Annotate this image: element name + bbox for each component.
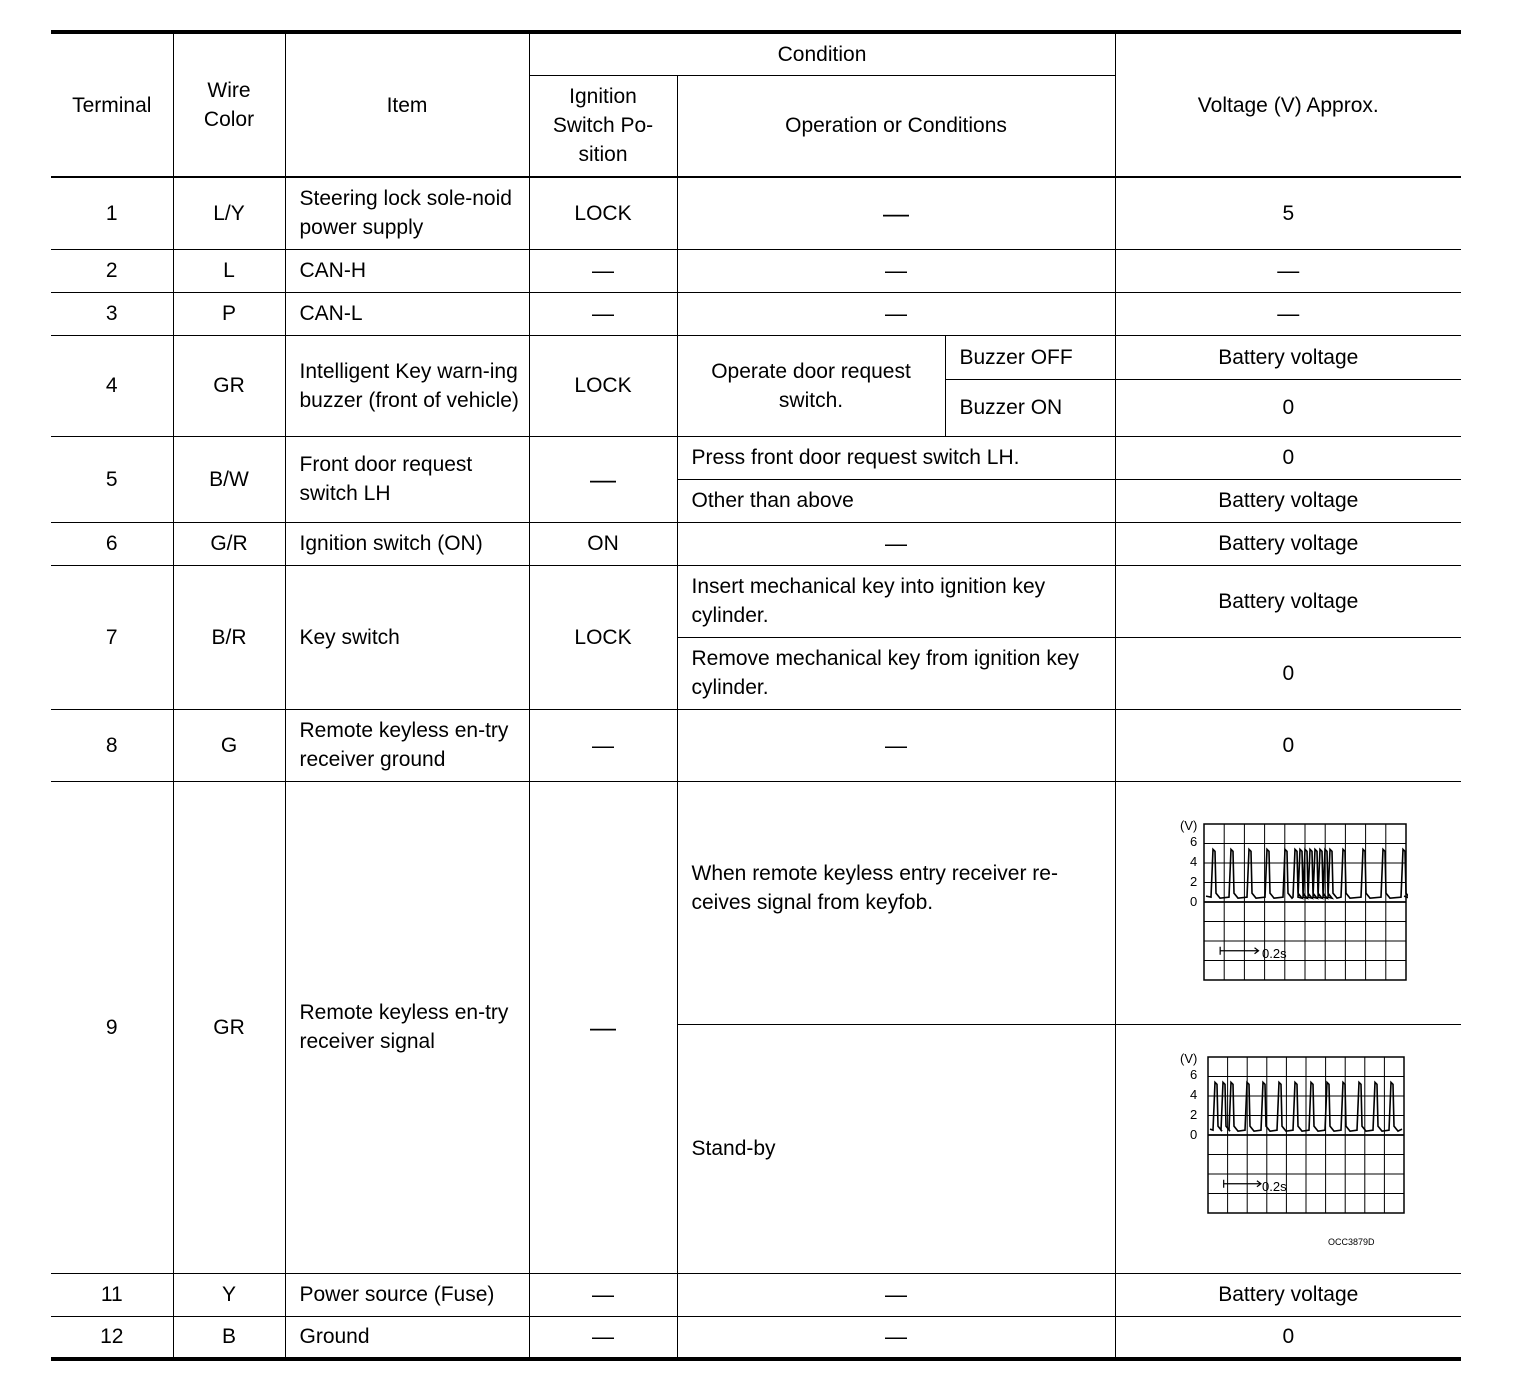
table-row <box>51 1273 1461 1316</box>
header-wire-color: Wire Color <box>173 32 285 177</box>
item-cell: Ground <box>285 1316 529 1359</box>
sub-condition-cell: Insert mechanical key into ignition key cylinder. <box>677 565 1115 637</box>
voltage-cell: Battery voltage <box>1115 1273 1461 1316</box>
voltage-cell: — <box>1115 292 1461 335</box>
operation-cell: — <box>677 1273 1115 1316</box>
sub-condition-cell: Press front door request switch LH. <box>677 436 1115 479</box>
sub-condition-cell: Other than above <box>677 479 1115 522</box>
item-cell: Front door request switch LH <box>285 436 529 522</box>
voltage-cell: — <box>1115 249 1461 292</box>
scope-tick-0: 0 <box>1190 1126 1198 1142</box>
item-cell: Remote keyless en-try receiver ground <box>285 709 529 781</box>
operation-cell: — <box>677 522 1115 565</box>
terminal-cell: 2 <box>51 249 173 292</box>
sub-condition-cell: Remove mechanical key from ignition key cylinder. <box>677 637 1115 709</box>
wire-color-cell: G/R <box>173 522 285 565</box>
wire-color-cell: GR <box>173 781 285 1273</box>
voltage-cell: Battery voltage <box>1115 522 1461 565</box>
scope-tick-4: 4 <box>1190 1086 1198 1102</box>
wire-color-cell: G <box>173 709 285 781</box>
ignition-cell: LOCK <box>529 565 677 709</box>
ignition-cell: LOCK <box>529 335 677 436</box>
voltage-cell: 0 <box>1115 709 1461 781</box>
scope-tick-6: 6 <box>1190 1066 1198 1082</box>
ignition-cell: — <box>529 709 677 781</box>
scope-tick-0: 0 <box>1190 893 1198 909</box>
scope-time-label: 0.2s <box>1262 1178 1287 1194</box>
waveform-receive-signal <box>1168 818 1408 988</box>
operation-cell: — <box>677 249 1115 292</box>
terminal-cell: 4 <box>51 335 173 436</box>
scope-time-arrow <box>1224 1179 1261 1187</box>
item-cell: Remote keyless en-try receiver signal <box>285 781 529 1273</box>
terminal-cell: 5 <box>51 436 173 522</box>
scope-trace <box>1206 849 1408 898</box>
table-row <box>51 335 1461 379</box>
terminal-cell: 1 <box>51 177 173 249</box>
terminal-cell: 6 <box>51 522 173 565</box>
operation-cell: Operate door request switch. <box>677 335 945 436</box>
item-cell: Intelligent Key warn-ing buzzer (front of vehicle) <box>285 335 529 436</box>
voltage-cell: 5 <box>1115 177 1461 249</box>
header-operation-or-conditions: Operation or Conditions <box>677 75 1115 177</box>
table-row <box>51 565 1461 637</box>
operation-cell: — <box>677 292 1115 335</box>
scope-grid <box>1204 824 1406 980</box>
terminal-spec-table <box>51 30 1461 1361</box>
table-row <box>51 292 1461 335</box>
ignition-cell: — <box>529 781 677 1273</box>
wire-color-cell: GR <box>173 335 285 436</box>
ignition-cell: — <box>529 1316 677 1359</box>
figure-code: OCC3879D <box>1328 1236 1375 1247</box>
ignition-cell: ON <box>529 522 677 565</box>
terminal-cell: 3 <box>51 292 173 335</box>
scope-time-arrow <box>1220 946 1258 954</box>
waveform-standby <box>1168 1049 1408 1249</box>
table-row <box>51 436 1461 479</box>
wire-color-cell: P <box>173 292 285 335</box>
sub-condition-cell: Buzzer ON <box>945 379 1115 436</box>
item-cell: Ignition switch (ON) <box>285 522 529 565</box>
voltage-cell: 0 <box>1115 379 1461 436</box>
sub-condition-cell: When remote keyless entry receiver re-ceives signal from keyfob. <box>677 781 1115 1024</box>
wire-color-cell: Y <box>173 1273 285 1316</box>
item-cell: Power source (Fuse) <box>285 1273 529 1316</box>
operation-cell: — <box>677 1316 1115 1359</box>
voltage-cell <box>1115 781 1461 1024</box>
wire-color-cell: B/R <box>173 565 285 709</box>
voltage-cell: Battery voltage <box>1115 565 1461 637</box>
voltage-cell: 0 <box>1115 637 1461 709</box>
scope-tick-4: 4 <box>1190 853 1198 869</box>
terminal-cell: 11 <box>51 1273 173 1316</box>
scope-unit-label: (V) <box>1180 817 1198 833</box>
header-item: Item <box>285 32 529 177</box>
item-cell: CAN-L <box>285 292 529 335</box>
operation-cell: — <box>677 709 1115 781</box>
voltage-cell: Battery voltage <box>1115 479 1461 522</box>
sub-condition-cell: Stand-by <box>677 1024 1115 1273</box>
ignition-cell: — <box>529 1273 677 1316</box>
table-row <box>51 522 1461 565</box>
table-row <box>51 781 1461 1024</box>
terminal-cell: 9 <box>51 781 173 1273</box>
sub-condition-cell: Buzzer OFF <box>945 335 1115 379</box>
item-cell: Steering lock sole-noid power supply <box>285 177 529 249</box>
voltage-cell: Battery voltage <box>1115 335 1461 379</box>
table-row <box>51 177 1461 249</box>
header-terminal: Terminal <box>51 32 173 177</box>
ignition-cell: LOCK <box>529 177 677 249</box>
scope-tick-2: 2 <box>1190 1106 1198 1122</box>
operation-cell: — <box>677 177 1115 249</box>
ignition-cell: — <box>529 436 677 522</box>
header-condition: Condition <box>529 32 1115 75</box>
header-ignition-switch-position: Ignition Switch Po-sition <box>529 75 677 177</box>
scope-unit-label: (V) <box>1180 1050 1198 1066</box>
ignition-cell: — <box>529 292 677 335</box>
terminal-cell: 7 <box>51 565 173 709</box>
wire-color-cell: B <box>173 1316 285 1359</box>
voltage-cell: 0 <box>1115 436 1461 479</box>
item-cell: CAN-H <box>285 249 529 292</box>
ignition-cell: — <box>529 249 677 292</box>
wire-color-cell: B/W <box>173 436 285 522</box>
table-row <box>51 709 1461 781</box>
wire-color-cell: L/Y <box>173 177 285 249</box>
scope-grid <box>1208 1057 1404 1213</box>
header-voltage: Voltage (V) Approx. <box>1115 32 1461 177</box>
table-row <box>51 1316 1461 1359</box>
terminal-cell: 8 <box>51 709 173 781</box>
wire-color-cell: L <box>173 249 285 292</box>
voltage-cell: 0 <box>1115 1316 1461 1359</box>
terminal-cell: 12 <box>51 1316 173 1359</box>
voltage-cell <box>1115 1024 1461 1273</box>
table-row <box>51 249 1461 292</box>
scope-time-label: 0.2s <box>1262 945 1287 961</box>
scope-tick-2: 2 <box>1190 873 1198 889</box>
scope-tick-6: 6 <box>1190 833 1198 849</box>
item-cell: Key switch <box>285 565 529 709</box>
